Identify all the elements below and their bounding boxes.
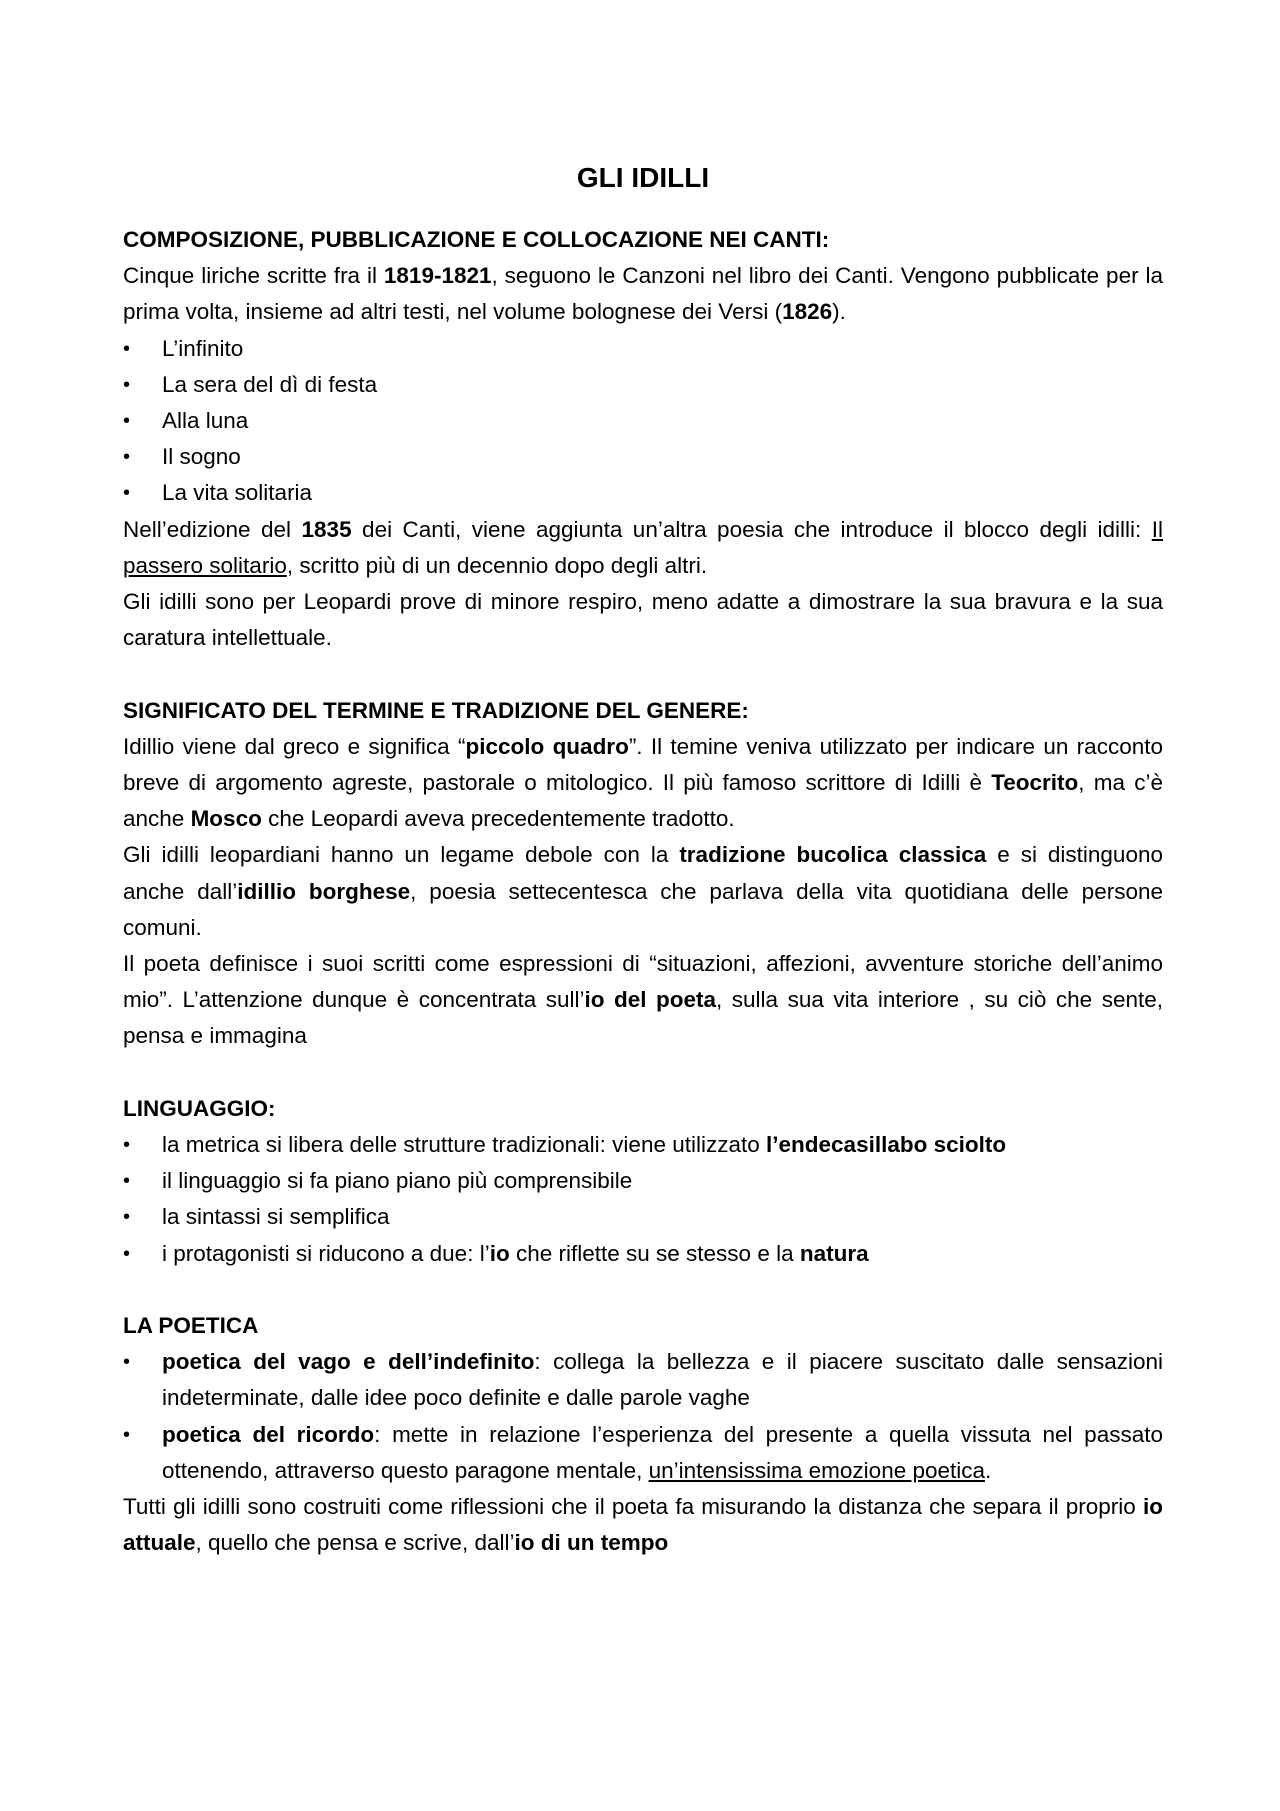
text: dei Canti, viene aggiunta un’altra poesia che introduce il blocco degli idilli: <box>351 516 1152 542</box>
paragraph-edition <box>123 512 1163 584</box>
bold-text: piccolo quadro <box>465 733 629 759</box>
list-item <box>123 367 1163 403</box>
bullet-icon: • <box>123 1134 131 1157</box>
document-page <box>123 160 1163 1561</box>
spacer <box>123 1055 1163 1091</box>
bold-text: poetica del vago e dell’indefinito <box>162 1349 535 1375</box>
bullet-icon: • <box>123 446 131 469</box>
list-item-text: L’infinito <box>162 335 244 361</box>
bold-text: io <box>489 1240 510 1266</box>
text: Idillio viene dal greco e significa “ <box>123 733 466 759</box>
paragraph-respiro: Gli idilli sono per Leopardi prove di minore respiro, meno adatte a dimostrare la sua bravura e la sua caratura intellettuale. <box>123 589 1163 651</box>
bold-text: Teocrito <box>991 770 1079 796</box>
text: , poesia settecentesca che parlava della vita quotidiana delle persone comuni. <box>123 878 1163 940</box>
list-item <box>123 1236 1163 1272</box>
bold-text: 1819-1821 <box>383 263 492 289</box>
spacer <box>123 656 1163 692</box>
section-heading-poetica: LA POETICA <box>123 1313 259 1339</box>
list-item <box>123 1344 1163 1416</box>
text: e si distinguono anche dall’ <box>123 842 1163 904</box>
text: la metrica si libera delle strutture tradizionali: viene utilizzato <box>162 1132 767 1158</box>
underlined-text: un’intensissima emozione poetica <box>648 1457 986 1483</box>
list-item <box>123 475 1163 511</box>
bullet-icon: • <box>123 1351 131 1374</box>
text: , scritto più di un decennio dopo degli altri. <box>286 552 708 578</box>
bullet-icon: • <box>123 337 131 360</box>
bullet-icon: • <box>123 1242 131 1265</box>
text: che riflette su se stesso e la <box>509 1240 800 1266</box>
list-item <box>123 439 1163 475</box>
section-heading-significato: SIGNIFICATO DEL TERMINE E TRADIZIONE DEL GENERE: <box>123 697 749 723</box>
bold-text: idillio borghese <box>237 878 411 904</box>
paragraph-closing <box>123 1489 1163 1561</box>
page-title: GLI IDILLI <box>576 162 710 193</box>
text: i protagonisti si riducono a due: l’ <box>162 1240 490 1266</box>
section-heading-linguaggio: LINGUAGGIO: <box>123 1095 276 1121</box>
text: Tutti gli idilli sono costruiti come riflessioni che il poeta fa misurando la distanza che separa il proprio <box>123 1494 1143 1520</box>
bullet-icon: • <box>123 373 131 396</box>
text: : collega la bellezza e il piacere suscitato dalle sensazioni indeterminate, dalle idee poco definite e dalle parole vaghe <box>162 1349 1163 1411</box>
bold-text: io attuale <box>123 1494 1163 1556</box>
spacer <box>123 1272 1163 1308</box>
bold-text: tradizione bucolica classica <box>679 842 987 868</box>
bold-text: 1835 <box>301 516 352 542</box>
paragraph-poeta <box>123 946 1163 1055</box>
text: la sintassi si semplifica <box>162 1204 390 1230</box>
text: Cinque liriche scritte fra il <box>123 263 384 289</box>
bullet-icon: • <box>123 1170 131 1193</box>
bold-text: io del poeta <box>584 987 717 1013</box>
list-item <box>123 403 1163 439</box>
paragraph-idillio <box>123 729 1163 838</box>
text: . <box>985 1457 992 1483</box>
text: Gli idilli leopardiani hanno un legame debole con la <box>123 842 680 868</box>
text: , seguono le Canzoni nel libro dei Canti. Vengono pubblicate per la prima volta, insieme ad altri testi, nel volume bolognese dei Versi ( <box>123 263 1163 325</box>
text: ”. Il temine veniva utilizzato per indicare un racconto breve di argomento agreste, pastorale o mitologico. Il più famoso scrittore di Idilli è <box>123 733 1163 796</box>
text: , ma c’è anche <box>123 770 1164 832</box>
list-item <box>123 1127 1163 1163</box>
text: : mette in relazione l’esperienza del presente a quella vissuta nel passato ottenendo, attraverso questo paragone mentale, <box>162 1421 1163 1483</box>
bullet-icon: • <box>123 1206 131 1229</box>
text: Il poeta definisce i suoi scritti come espressioni di “situazioni, affezioni, avventure storiche dell’animo mio”. L’attenzione dunque è concentrata sull’ <box>123 951 1163 1013</box>
list-item <box>123 1199 1163 1235</box>
list-item-text: La vita solitaria <box>162 480 313 506</box>
bullet-icon: • <box>123 1423 131 1446</box>
list-item-text: Alla luna <box>162 408 249 434</box>
list-item-text: La sera del dì di festa <box>162 371 378 397</box>
poetica-list <box>123 1344 1163 1489</box>
bullet-icon: • <box>123 482 131 505</box>
linguaggio-list <box>123 1127 1163 1272</box>
text: il linguaggio si fa piano piano più comprensibile <box>162 1168 633 1194</box>
section-heading-composizione: COMPOSIZIONE, PUBBLICAZIONE E COLLOCAZIONE NEI CANTI: <box>123 227 830 252</box>
text: che Leopardi aveva precedentemente tradotto. <box>261 806 735 832</box>
list-item <box>123 331 1163 367</box>
list-item <box>123 1417 1163 1489</box>
bold-text: natura <box>799 1240 869 1266</box>
paragraph-tradizione <box>123 837 1163 946</box>
bold-text: Mosco <box>190 806 262 832</box>
underlined-text: Il passero solitario <box>123 516 1163 578</box>
text: ). <box>832 299 846 325</box>
text: Nell’edizione del <box>123 516 302 542</box>
poems-list <box>123 331 1163 512</box>
text: , quello che pensa e scrive, dall’ <box>195 1530 515 1556</box>
bold-text: l’endecasillabo sciolto <box>766 1132 1007 1158</box>
text: , sulla sua vita interiore , su ciò che sente, pensa e immagina <box>123 987 1163 1049</box>
list-item <box>123 1163 1163 1199</box>
bold-text: poetica del ricordo <box>162 1421 375 1447</box>
bold-text: 1826 <box>782 299 833 325</box>
paragraph-intro <box>123 258 1163 330</box>
bold-text: io di un tempo <box>514 1530 669 1556</box>
list-item-text: Il sogno <box>162 444 241 470</box>
bullet-icon: • <box>123 410 131 433</box>
